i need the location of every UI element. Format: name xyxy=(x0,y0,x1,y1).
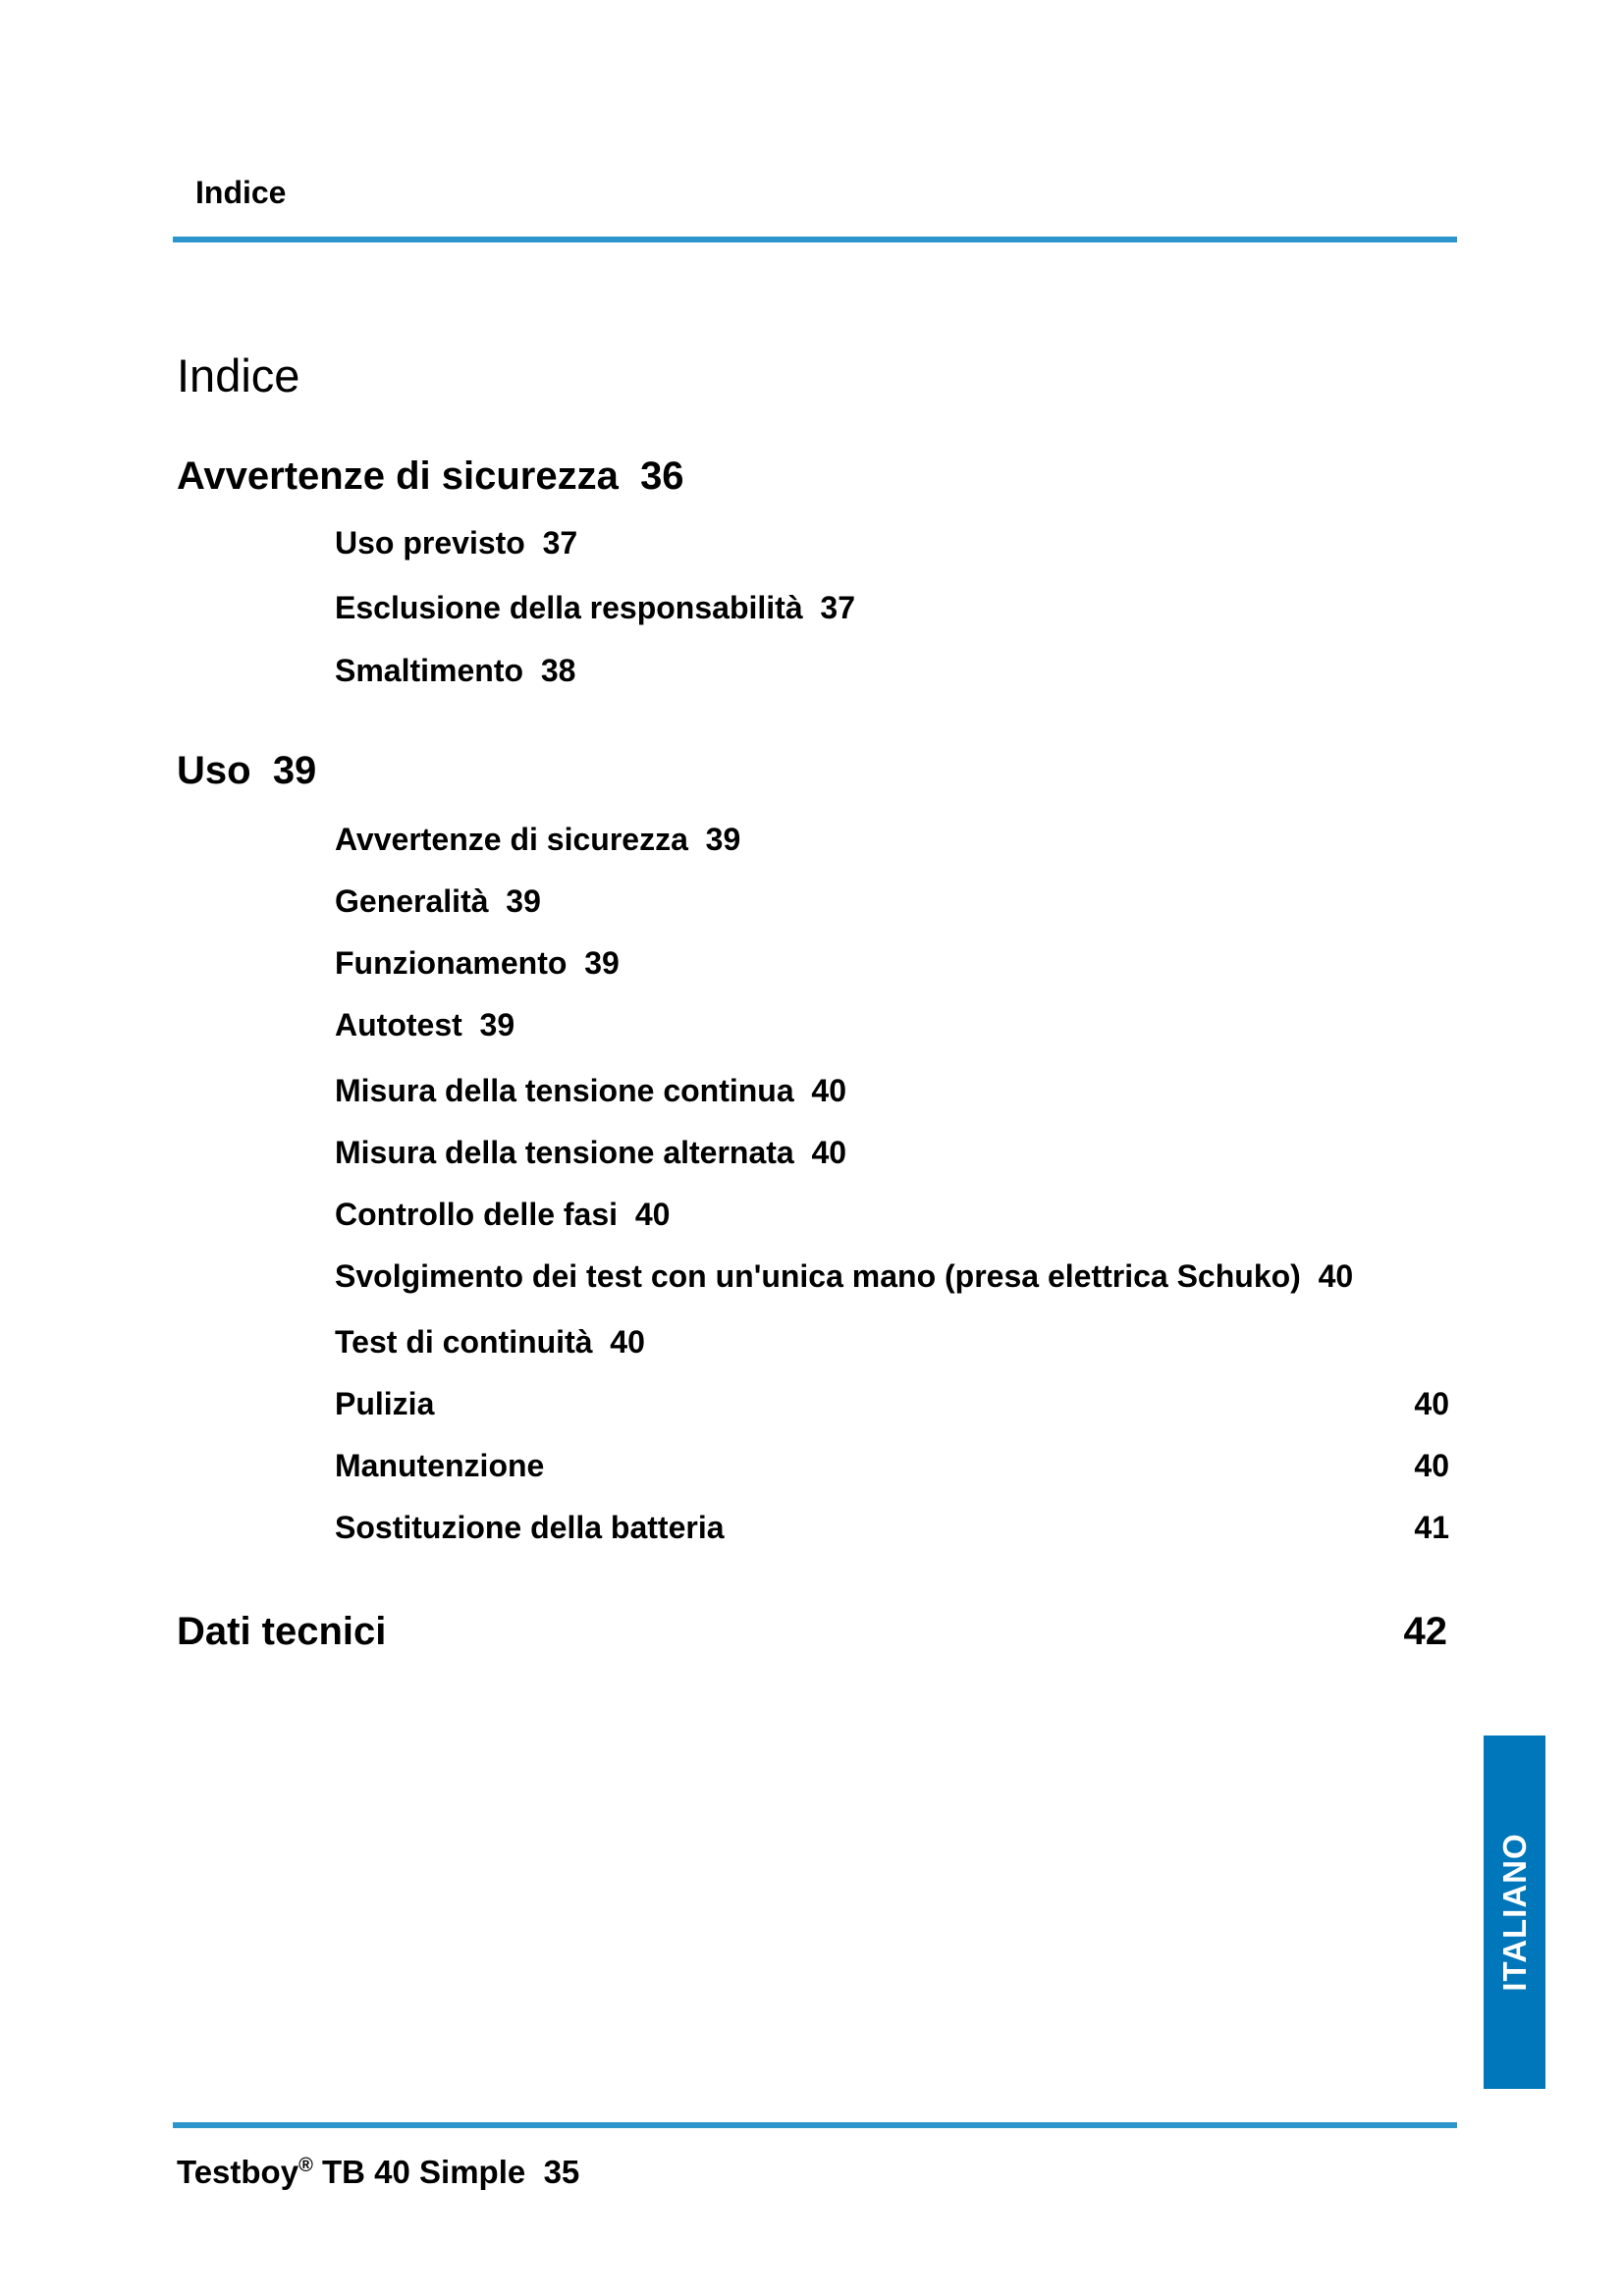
toc-item[interactable] xyxy=(335,1324,645,1361)
toc-item-page: 41 xyxy=(1414,1510,1449,1545)
toc-item-page: 40 xyxy=(1318,1258,1354,1294)
toc-item-title: Misura della tensione alternata xyxy=(335,1135,794,1170)
toc-item-title: Funzionamento xyxy=(335,945,568,981)
toc-item-page: 40 xyxy=(811,1073,847,1108)
toc-item-page: 40 xyxy=(610,1324,645,1360)
footer-page-number: 35 xyxy=(543,2154,580,2190)
registered-mark: ® xyxy=(298,2155,313,2176)
toc-section-safety[interactable] xyxy=(177,454,684,499)
toc-item[interactable] xyxy=(335,1073,846,1109)
toc-section-title: Avvertenze di sicurezza xyxy=(177,454,619,498)
toc-item[interactable] xyxy=(335,1197,670,1233)
toc-item-page: 40 xyxy=(1414,1448,1449,1483)
toc-item[interactable] xyxy=(335,1510,1449,1546)
toc-item-page: 40 xyxy=(634,1197,671,1232)
running-header-title: Indice xyxy=(195,175,287,210)
toc-item-page: 38 xyxy=(540,653,576,688)
toc-section-usage[interactable] xyxy=(177,749,316,793)
toc-item-title: Avvertenze di sicurezza xyxy=(335,822,688,857)
footer-rule xyxy=(173,2122,1457,2128)
toc-item-page: 40 xyxy=(1414,1386,1449,1421)
toc-section-title: Dati tecnici xyxy=(177,1610,387,1653)
toc-section-page: 42 xyxy=(1403,1610,1447,1653)
toc-item-page: 39 xyxy=(506,883,541,919)
footer-brand: Testboy xyxy=(177,2154,299,2190)
toc-item[interactable] xyxy=(335,1386,1449,1422)
toc-item[interactable] xyxy=(335,525,577,561)
toc-item-title: Misura della tensione continua xyxy=(335,1073,794,1108)
toc-item-page: 39 xyxy=(479,1007,515,1042)
toc-item[interactable] xyxy=(335,653,575,689)
toc-section-title: Uso xyxy=(177,749,251,792)
footer-product: TB 40 Simple xyxy=(322,2154,526,2190)
toc-item-title: Esclusione della responsabilità xyxy=(335,590,803,625)
language-tab xyxy=(1484,1735,1545,2089)
toc-item[interactable] xyxy=(335,945,620,982)
toc-item-title: Test di continuità xyxy=(335,1324,593,1360)
header-rule xyxy=(173,237,1457,242)
page-footer xyxy=(177,2154,579,2191)
toc-item[interactable] xyxy=(335,1007,514,1043)
toc-item-page: 40 xyxy=(811,1135,847,1170)
toc-item-title: Generalità xyxy=(335,883,489,919)
toc-item-page: 37 xyxy=(820,590,855,625)
toc-item-page: 37 xyxy=(542,525,578,561)
toc-section-page: 36 xyxy=(640,454,684,498)
toc-item-title: Controllo delle fasi xyxy=(335,1197,619,1232)
toc-item-title: Svolgimento dei test con un'unica mano (presa elettrica Schuko) xyxy=(335,1258,1301,1294)
toc-item[interactable] xyxy=(335,1448,1449,1484)
toc-item-title: Manutenzione xyxy=(335,1448,545,1483)
toc-item[interactable] xyxy=(335,1135,846,1171)
toc-section-technical-data[interactable] xyxy=(177,1610,1447,1654)
toc-section-page: 39 xyxy=(272,749,317,792)
toc-item-page: 39 xyxy=(705,822,741,857)
toc-item-title: Uso previsto xyxy=(335,525,525,561)
toc-item[interactable] xyxy=(335,822,740,858)
toc-item[interactable] xyxy=(335,590,855,626)
toc-item[interactable] xyxy=(335,883,541,920)
toc-item[interactable] xyxy=(335,1258,1353,1295)
page-title: Indice xyxy=(177,349,300,401)
toc-item-title: Autotest xyxy=(335,1007,462,1042)
language-tab-label: ITALIANO xyxy=(1495,1833,1533,1992)
toc-item-page: 39 xyxy=(584,945,620,981)
toc-item-title: Pulizia xyxy=(335,1386,435,1421)
toc-item-title: Smaltimento xyxy=(335,653,524,688)
toc-item-title: Sostituzione della batteria xyxy=(335,1510,725,1545)
